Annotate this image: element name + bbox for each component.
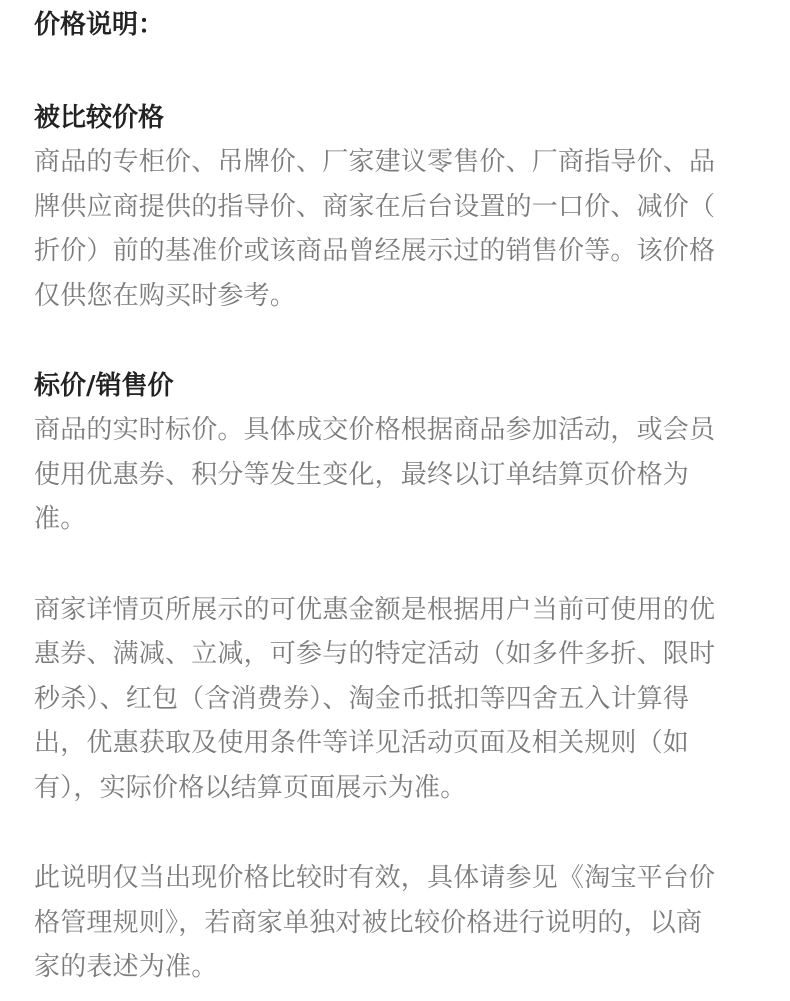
section-line: 秒杀）、红包（含消费券）、淘金币抵扣等四舍五入计算得	[34, 683, 690, 714]
section-line: 惠券、满减、立减，可参与的特定活动（如多件多折、限时	[34, 639, 716, 669]
section-line: 使用优惠券、积分等发生变化，最终以订单结算页价格为	[34, 459, 690, 490]
spacer	[34, 542, 754, 588]
section-line: 家的表述为准。	[34, 952, 218, 982]
section-line: 此说明仅当出现价格比较时有效，具体请参见《淘宝平台价	[34, 863, 716, 893]
section-line: 商品的实时标价。具体成交价格根据商品参加活动，或会员	[34, 415, 716, 445]
spacer	[34, 810, 754, 856]
section-line: 准。	[34, 504, 87, 534]
section-line: 格管理规则》，若商家单独对被比较价格进行说明的，以商	[34, 907, 703, 938]
spacer	[34, 318, 754, 364]
section-line: 商品的专柜价、吊牌价、厂家建议零售价、厂商指导价、品	[34, 147, 716, 177]
section-heading: 被比较价格	[34, 103, 165, 133]
section-compared-price	[34, 96, 754, 318]
section-list-price	[34, 364, 754, 542]
section-line: 仅供您在购买时参考。	[34, 280, 297, 311]
section-validity-note	[34, 856, 754, 990]
section-line: 折价）前的基准价或该商品曾经展示过的销售价等。该价格	[34, 236, 716, 266]
section-heading: 标价/销售价	[34, 371, 174, 401]
section-line: 商家详情页所展示的可优惠金额是根据用户当前可使用的优	[34, 594, 716, 625]
section-line: 有），实际价格以结算页面展示为准。	[34, 772, 467, 803]
section-line: 牌供应商提供的指导价、商家在后台设置的一口价、减价（	[34, 191, 716, 222]
page-title: 价格说明：	[34, 10, 165, 40]
section-line: 出，优惠获取及使用条件等详见活动页面及相关规则（如	[34, 728, 690, 758]
spacer	[34, 44, 754, 96]
section-discount-note	[34, 588, 754, 811]
